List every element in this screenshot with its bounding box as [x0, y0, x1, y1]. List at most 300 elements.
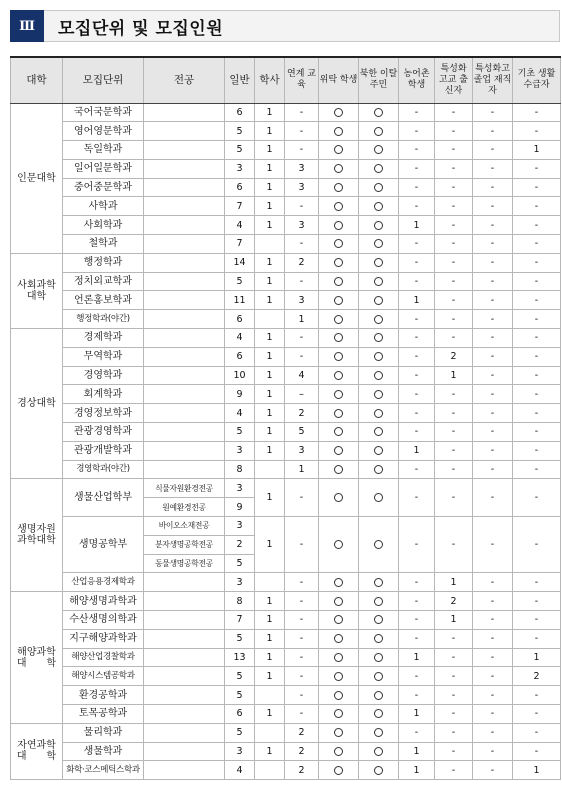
general-count: 11 [225, 291, 255, 310]
vocational-employee-count: - [473, 742, 513, 761]
basic-livelihood-count: - [513, 291, 561, 310]
linked-edu-count: 3 [285, 159, 319, 178]
table-row [11, 723, 561, 742]
linked-edu-count: 2 [285, 404, 319, 423]
vocational-hs-count: - [435, 103, 473, 122]
rural-count: - [399, 310, 435, 329]
vocational-employee-count: - [473, 705, 513, 724]
vocational-employee-count: - [473, 460, 513, 479]
major-name [144, 667, 225, 686]
defector-count [359, 235, 399, 254]
general-count: 7 [225, 611, 255, 630]
linked-edu-count: 1 [285, 310, 319, 329]
linked-edu-count: - [285, 517, 319, 573]
rural-count: - [399, 404, 435, 423]
vocational-hs-count: - [435, 216, 473, 235]
major-name [144, 103, 225, 122]
college-name: 생명자원 [17, 524, 56, 536]
linked-edu-count: - [285, 235, 319, 254]
vocational-employee-count: - [473, 103, 513, 122]
major-name: 바이오소재전공 [144, 517, 225, 536]
column-header: 연계 교육 [285, 57, 319, 103]
bachelor-count: 1 [255, 611, 285, 630]
rural-count: - [399, 347, 435, 366]
commissioned-count [319, 460, 359, 479]
major-name [144, 742, 225, 761]
vocational-employee-count: - [473, 235, 513, 254]
college-name: 사회과학 [17, 279, 56, 291]
basic-livelihood-count: 1 [513, 761, 561, 780]
commissioned-count [319, 253, 359, 272]
circle-mark-icon [374, 315, 383, 324]
rural-count: - [399, 723, 435, 742]
circle-mark-icon [374, 371, 383, 380]
major-name [144, 611, 225, 630]
rural-count: 1 [399, 441, 435, 460]
vocational-hs-count: - [435, 291, 473, 310]
unit-name: 무역학과 [63, 347, 144, 366]
bachelor-count: 1 [255, 667, 285, 686]
college-name: 대 학 [16, 657, 57, 669]
column-header: 학사 [255, 57, 285, 103]
rural-count: - [399, 611, 435, 630]
circle-mark-icon [374, 493, 383, 502]
circle-mark-icon [374, 202, 383, 211]
bachelor-count: 1 [255, 404, 285, 423]
circle-mark-icon [374, 183, 383, 192]
column-header: 모집단위 [63, 57, 144, 103]
bachelor-count: 1 [255, 253, 285, 272]
defector-count [359, 592, 399, 611]
circle-mark-icon [334, 615, 343, 624]
rural-count: 1 [399, 648, 435, 667]
unit-name: 경영학과 [63, 366, 144, 385]
rural-count: 1 [399, 705, 435, 724]
vocational-hs-count: - [435, 441, 473, 460]
linked-edu-count: - [285, 667, 319, 686]
basic-livelihood-count: - [513, 686, 561, 705]
circle-mark-icon [334, 202, 343, 211]
commissioned-count [319, 404, 359, 423]
table-row [11, 517, 561, 536]
column-header: 북한 이탈주민 [359, 57, 399, 103]
vocational-employee-count: - [473, 141, 513, 160]
defector-count [359, 329, 399, 348]
basic-livelihood-count: 2 [513, 667, 561, 686]
bachelor-count: 1 [255, 141, 285, 160]
table-row [11, 159, 561, 178]
vocational-hs-count: - [435, 517, 473, 573]
rural-count: - [399, 385, 435, 404]
vocational-hs-count: - [435, 723, 473, 742]
general-count: 9 [225, 498, 255, 517]
defector-count [359, 705, 399, 724]
commissioned-count [319, 103, 359, 122]
vocational-hs-count: - [435, 629, 473, 648]
unit-name: 사학과 [63, 197, 144, 216]
college-name: 대 학 [16, 751, 57, 763]
circle-mark-icon [374, 465, 383, 474]
vocational-employee-count: - [473, 329, 513, 348]
bachelor-count [255, 235, 285, 254]
defector-count [359, 291, 399, 310]
linked-edu-count: 3 [285, 216, 319, 235]
general-count: 6 [225, 705, 255, 724]
basic-livelihood-count: - [513, 404, 561, 423]
major-name [144, 423, 225, 442]
major-name [144, 310, 225, 329]
commissioned-count [319, 178, 359, 197]
table-row [11, 347, 561, 366]
column-header: 특성화고 졸업 재직자 [473, 57, 513, 103]
commissioned-count [319, 648, 359, 667]
general-count: 5 [225, 554, 255, 573]
circle-mark-icon [334, 653, 343, 662]
circle-mark-icon [374, 615, 383, 624]
rural-count: - [399, 197, 435, 216]
table-row [11, 441, 561, 460]
vocational-hs-count: 2 [435, 347, 473, 366]
unit-name: 일어일문학과 [63, 159, 144, 178]
circle-mark-icon [334, 465, 343, 474]
college-cell [11, 479, 63, 592]
major-name [144, 159, 225, 178]
circle-mark-icon [374, 108, 383, 117]
general-count: 5 [225, 122, 255, 141]
vocational-hs-count: - [435, 329, 473, 348]
vocational-employee-count: - [473, 291, 513, 310]
vocational-hs-count: 2 [435, 592, 473, 611]
general-count: 8 [225, 592, 255, 611]
basic-livelihood-count: - [513, 310, 561, 329]
general-count: 4 [225, 216, 255, 235]
bachelor-count [255, 573, 285, 592]
commissioned-count [319, 479, 359, 517]
vocational-employee-count: - [473, 723, 513, 742]
basic-livelihood-count: - [513, 122, 561, 141]
vocational-hs-count: - [435, 686, 473, 705]
defector-count [359, 253, 399, 272]
unit-name: 독일학과 [63, 141, 144, 160]
defector-count [359, 479, 399, 517]
rural-count: - [399, 272, 435, 291]
basic-livelihood-count: - [513, 235, 561, 254]
bachelor-count [255, 723, 285, 742]
commissioned-count [319, 761, 359, 780]
major-name: 원예환경전공 [144, 498, 225, 517]
unit-name: 수산생명의학과 [63, 611, 144, 630]
table-row [11, 460, 561, 479]
major-name [144, 573, 225, 592]
column-header: 농어촌 학생 [399, 57, 435, 103]
college-cell [11, 723, 63, 779]
bachelor-count: 1 [255, 216, 285, 235]
rural-count: - [399, 423, 435, 442]
basic-livelihood-count: - [513, 723, 561, 742]
unit-name: 해양시스템공학과 [63, 667, 144, 686]
circle-mark-icon [334, 766, 343, 775]
section-number: Ⅲ [10, 10, 44, 42]
vocational-employee-count: - [473, 761, 513, 780]
bachelor-count: 1 [255, 159, 285, 178]
circle-mark-icon [334, 352, 343, 361]
circle-mark-icon [374, 446, 383, 455]
unit-name: 철학과 [63, 235, 144, 254]
linked-edu-count: 2 [285, 742, 319, 761]
vocational-employee-count: - [473, 197, 513, 216]
table-header-row [11, 57, 561, 103]
vocational-hs-count: 1 [435, 366, 473, 385]
table-row [11, 629, 561, 648]
linked-edu-count: - [285, 686, 319, 705]
unit-name: 환경공학과 [63, 686, 144, 705]
basic-livelihood-count: - [513, 517, 561, 573]
bachelor-count: 1 [255, 441, 285, 460]
bachelor-count: 1 [255, 517, 285, 573]
major-name [144, 178, 225, 197]
table-row [11, 705, 561, 724]
bachelor-count: 1 [255, 423, 285, 442]
major-name [144, 197, 225, 216]
circle-mark-icon [334, 315, 343, 324]
general-count: 5 [225, 272, 255, 291]
defector-count [359, 761, 399, 780]
general-count: 6 [225, 310, 255, 329]
circle-mark-icon [374, 409, 383, 418]
circle-mark-icon [374, 239, 383, 248]
rural-count: - [399, 235, 435, 254]
defector-count [359, 404, 399, 423]
vocational-hs-count: - [435, 310, 473, 329]
linked-edu-count: - [285, 272, 319, 291]
major-name [144, 272, 225, 291]
circle-mark-icon [334, 183, 343, 192]
unit-name: 경영학과(야간) [63, 460, 144, 479]
general-count: 14 [225, 253, 255, 272]
bachelor-count [255, 686, 285, 705]
rural-count: - [399, 103, 435, 122]
defector-count [359, 216, 399, 235]
commissioned-count [319, 423, 359, 442]
defector-count [359, 667, 399, 686]
vocational-employee-count: - [473, 216, 513, 235]
basic-livelihood-count: - [513, 178, 561, 197]
bachelor-count: 1 [255, 705, 285, 724]
circle-mark-icon [334, 221, 343, 230]
vocational-hs-count: 1 [435, 573, 473, 592]
major-name [144, 592, 225, 611]
table-row [11, 197, 561, 216]
table-row [11, 103, 561, 122]
vocational-hs-count: - [435, 705, 473, 724]
vocational-employee-count: - [473, 385, 513, 404]
basic-livelihood-count: - [513, 479, 561, 517]
vocational-hs-count: - [435, 159, 473, 178]
vocational-hs-count: - [435, 141, 473, 160]
general-count: 3 [225, 159, 255, 178]
college-name: 과학대학 [17, 535, 56, 547]
circle-mark-icon [374, 653, 383, 662]
vocational-hs-count: - [435, 178, 473, 197]
table-row [11, 216, 561, 235]
rural-count: - [399, 329, 435, 348]
defector-count [359, 441, 399, 460]
vocational-hs-count: - [435, 648, 473, 667]
table-row [11, 761, 561, 780]
linked-edu-count: - [285, 611, 319, 630]
linked-edu-count: 1 [285, 460, 319, 479]
bachelor-count: 1 [255, 103, 285, 122]
table-row [11, 141, 561, 160]
unit-name: 토목공학과 [63, 705, 144, 724]
major-name [144, 235, 225, 254]
general-count: 7 [225, 235, 255, 254]
circle-mark-icon [374, 221, 383, 230]
commissioned-count [319, 705, 359, 724]
table-row [11, 423, 561, 442]
general-count: 4 [225, 761, 255, 780]
linked-edu-count: - [285, 197, 319, 216]
college-cell [11, 253, 63, 328]
unit-name: 사회학과 [63, 216, 144, 235]
basic-livelihood-count: - [513, 385, 561, 404]
college-cell [11, 103, 63, 253]
defector-count [359, 742, 399, 761]
unit-name: 물리학과 [63, 723, 144, 742]
basic-livelihood-count: - [513, 197, 561, 216]
general-count: 3 [225, 742, 255, 761]
basic-livelihood-count: 1 [513, 141, 561, 160]
linked-edu-count: - [285, 141, 319, 160]
major-name [144, 648, 225, 667]
bachelor-count: 1 [255, 122, 285, 141]
circle-mark-icon [334, 333, 343, 342]
rural-count: 1 [399, 291, 435, 310]
defector-count [359, 178, 399, 197]
circle-mark-icon [334, 258, 343, 267]
major-name [144, 441, 225, 460]
bachelor-count: 1 [255, 479, 285, 517]
major-name [144, 705, 225, 724]
general-count: 3 [225, 441, 255, 460]
table-row [11, 235, 561, 254]
vocational-hs-count: - [435, 197, 473, 216]
rural-count: - [399, 159, 435, 178]
linked-edu-count: 5 [285, 423, 319, 442]
vocational-employee-count: - [473, 310, 513, 329]
bachelor-count: 1 [255, 742, 285, 761]
circle-mark-icon [334, 296, 343, 305]
general-count: 5 [225, 141, 255, 160]
basic-livelihood-count: - [513, 329, 561, 348]
vocational-employee-count: - [473, 178, 513, 197]
vocational-hs-count: - [435, 272, 473, 291]
general-count: 6 [225, 178, 255, 197]
table-row [11, 291, 561, 310]
commissioned-count [319, 573, 359, 592]
column-header: 기초 생활 수급자 [513, 57, 561, 103]
linked-edu-count: 2 [285, 723, 319, 742]
vocational-employee-count: - [473, 648, 513, 667]
vocational-hs-count: - [435, 122, 473, 141]
circle-mark-icon [334, 728, 343, 737]
general-count: 9 [225, 385, 255, 404]
unit-name: 생물학과 [63, 742, 144, 761]
column-header: 대학 [11, 57, 63, 103]
linked-edu-count: - [285, 629, 319, 648]
unit-name: 행정학과(야간) [63, 310, 144, 329]
unit-name: 관광개발학과 [63, 441, 144, 460]
circle-mark-icon [374, 747, 383, 756]
rural-count: 1 [399, 742, 435, 761]
rural-count: - [399, 122, 435, 141]
unit-name: 영어영문학과 [63, 122, 144, 141]
commissioned-count [319, 291, 359, 310]
circle-mark-icon [334, 145, 343, 154]
bachelor-count: 1 [255, 629, 285, 648]
major-name: 분자생명공학전공 [144, 535, 225, 554]
circle-mark-icon [334, 493, 343, 502]
column-header: 위탁 학생 [319, 57, 359, 103]
major-name [144, 385, 225, 404]
vocational-employee-count: - [473, 272, 513, 291]
commissioned-count [319, 122, 359, 141]
circle-mark-icon [374, 127, 383, 136]
vocational-employee-count: - [473, 592, 513, 611]
defector-count [359, 611, 399, 630]
linked-edu-count: - [285, 103, 319, 122]
circle-mark-icon [374, 390, 383, 399]
vocational-hs-count: - [435, 235, 473, 254]
column-header: 일반 [225, 57, 255, 103]
commissioned-count [319, 686, 359, 705]
rural-count: 1 [399, 761, 435, 780]
defector-count [359, 122, 399, 141]
section-title: 모집단위 및 모집인원 [44, 10, 560, 42]
circle-mark-icon [334, 427, 343, 436]
major-name [144, 122, 225, 141]
vocational-employee-count: - [473, 404, 513, 423]
vocational-hs-count: 1 [435, 611, 473, 630]
unit-name: 산업응용경제학과 [63, 573, 144, 592]
basic-livelihood-count: - [513, 629, 561, 648]
general-count: 10 [225, 366, 255, 385]
table-row [11, 592, 561, 611]
rural-count: - [399, 460, 435, 479]
defector-count [359, 159, 399, 178]
defector-count [359, 517, 399, 573]
linked-edu-count: - [285, 479, 319, 517]
college-name: 자연과학 [17, 740, 56, 752]
circle-mark-icon [374, 709, 383, 718]
circle-mark-icon [334, 108, 343, 117]
bachelor-count: 1 [255, 366, 285, 385]
circle-mark-icon [374, 164, 383, 173]
linked-edu-count: - [285, 705, 319, 724]
general-count: 5 [225, 423, 255, 442]
linked-edu-count: 4 [285, 366, 319, 385]
college-name: 인문대학 [17, 172, 56, 184]
unit-name: 지구해양과학과 [63, 629, 144, 648]
commissioned-count [319, 517, 359, 573]
college-name: 대학 [26, 290, 47, 302]
commissioned-count [319, 629, 359, 648]
vocational-employee-count: - [473, 347, 513, 366]
bachelor-count: 1 [255, 178, 285, 197]
rural-count: - [399, 667, 435, 686]
unit-name: 경제학과 [63, 329, 144, 348]
vocational-employee-count: - [473, 122, 513, 141]
